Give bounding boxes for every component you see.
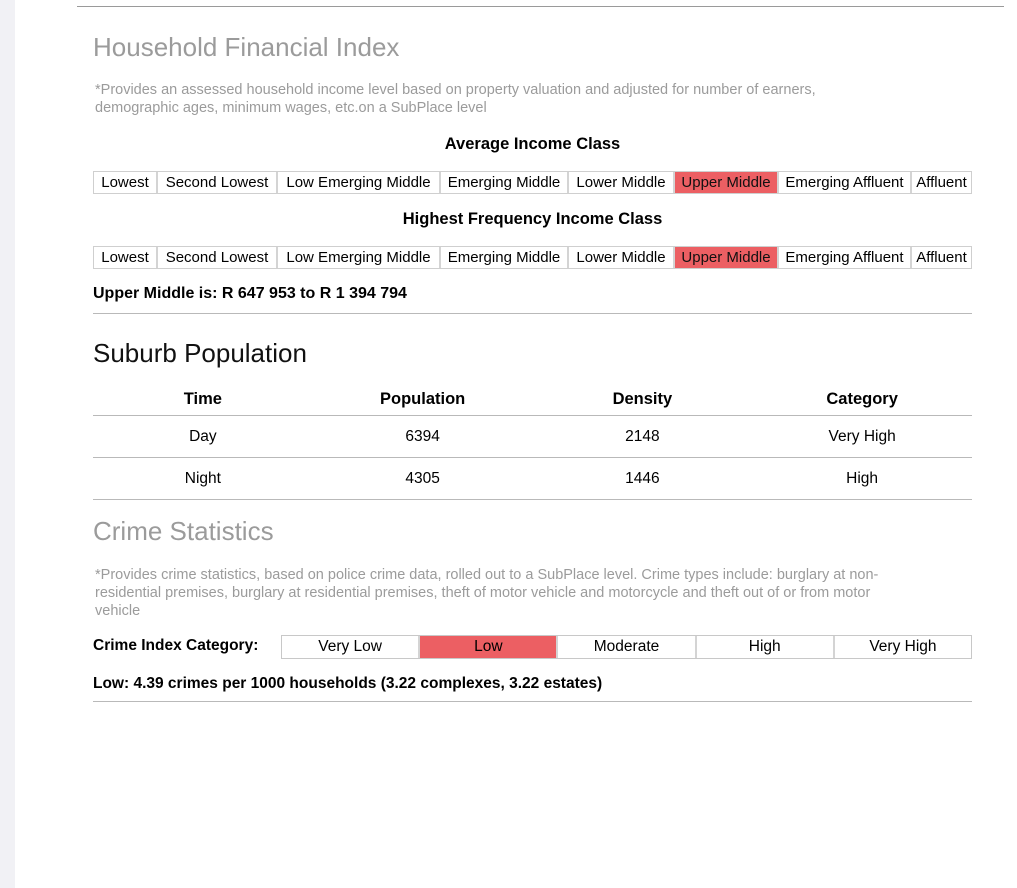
column-header: Density xyxy=(533,383,753,416)
average-income-heading: Average Income Class xyxy=(444,135,621,153)
table-header-row xyxy=(93,383,972,416)
avg-class-cell: Emerging Affluent xyxy=(779,172,912,193)
crime-category-cell: Very High xyxy=(869,638,937,655)
freq-class-cell: Affluent xyxy=(916,249,967,266)
population-title: Suburb Population xyxy=(93,338,307,368)
average-income-scale xyxy=(93,171,972,194)
avg-class-cell-selected: Upper Middle xyxy=(675,172,779,193)
crime-index-label: Crime Index Category: xyxy=(93,637,259,654)
crime-title: Crime Statistics xyxy=(93,516,274,546)
crime-category-cell: Very Low xyxy=(282,636,420,658)
column-header: Time xyxy=(93,383,313,416)
table-row xyxy=(93,458,972,500)
avg-class-cell: Emerging Middle xyxy=(441,172,569,193)
freq-class-cell: Lowest xyxy=(94,247,158,268)
table-cell: 1446 xyxy=(533,458,753,500)
table-cell: Night xyxy=(93,458,313,500)
crime-summary-text: Low: 4.39 crimes per 1000 households (3.22 complexes, 3.22 estates) xyxy=(93,675,603,692)
crime-category-cell-selected: Low xyxy=(420,636,558,658)
population-table xyxy=(93,383,972,500)
freq-class-cell: Emerging Affluent xyxy=(779,247,912,268)
table-cell: Day xyxy=(93,416,313,458)
avg-class-cell: Lower Middle xyxy=(569,172,675,193)
top-divider xyxy=(77,6,1004,7)
freq-class-cell: Second Lowest xyxy=(158,247,278,268)
section-divider xyxy=(93,313,972,314)
table-row xyxy=(93,416,972,458)
crime-index-scale xyxy=(281,635,972,659)
financial-index-note: *Provides an assessed household income level based on property valuation and adjusted for number of earners, demographic ages, minimum wages, etc.on a SubPlace level xyxy=(95,82,816,116)
crime-note: *Provides crime statistics, based on police crime data, rolled out to a SubPlace level. Crime types include: burglary at non- residential premises, burglary at residential premises, theft of motor vehicle and motorcycle and theft out of or from motor vehicle xyxy=(95,567,879,619)
column-header: Category xyxy=(752,383,972,416)
section-divider xyxy=(93,701,972,702)
report-page xyxy=(15,0,1017,888)
crime-category-cell: Moderate xyxy=(558,636,696,658)
freq-class-cell-selected: Upper Middle xyxy=(675,247,779,268)
financial-index-title: Household Financial Index xyxy=(93,32,400,62)
income-range-text: Upper Middle is: R 647 953 to R 1 394 794 xyxy=(93,285,407,302)
frequency-income-heading: Highest Frequency Income Class xyxy=(402,210,663,228)
freq-class-cell: Lower Middle xyxy=(569,247,675,268)
freq-class-cell: Low Emerging Middle xyxy=(278,247,441,268)
avg-class-cell: Lowest xyxy=(94,172,158,193)
avg-class-cell: Affluent xyxy=(916,174,967,191)
column-header: Population xyxy=(313,383,533,416)
table-cell: 2148 xyxy=(533,416,753,458)
crime-category-cell: High xyxy=(697,636,835,658)
table-cell: 6394 xyxy=(313,416,533,458)
table-cell: Very High xyxy=(752,416,972,458)
avg-class-cell: Low Emerging Middle xyxy=(278,172,441,193)
table-cell: 4305 xyxy=(313,458,533,500)
table-cell: High xyxy=(752,458,972,500)
freq-class-cell: Emerging Middle xyxy=(441,247,569,268)
frequency-income-scale xyxy=(93,246,972,269)
avg-class-cell: Second Lowest xyxy=(158,172,278,193)
